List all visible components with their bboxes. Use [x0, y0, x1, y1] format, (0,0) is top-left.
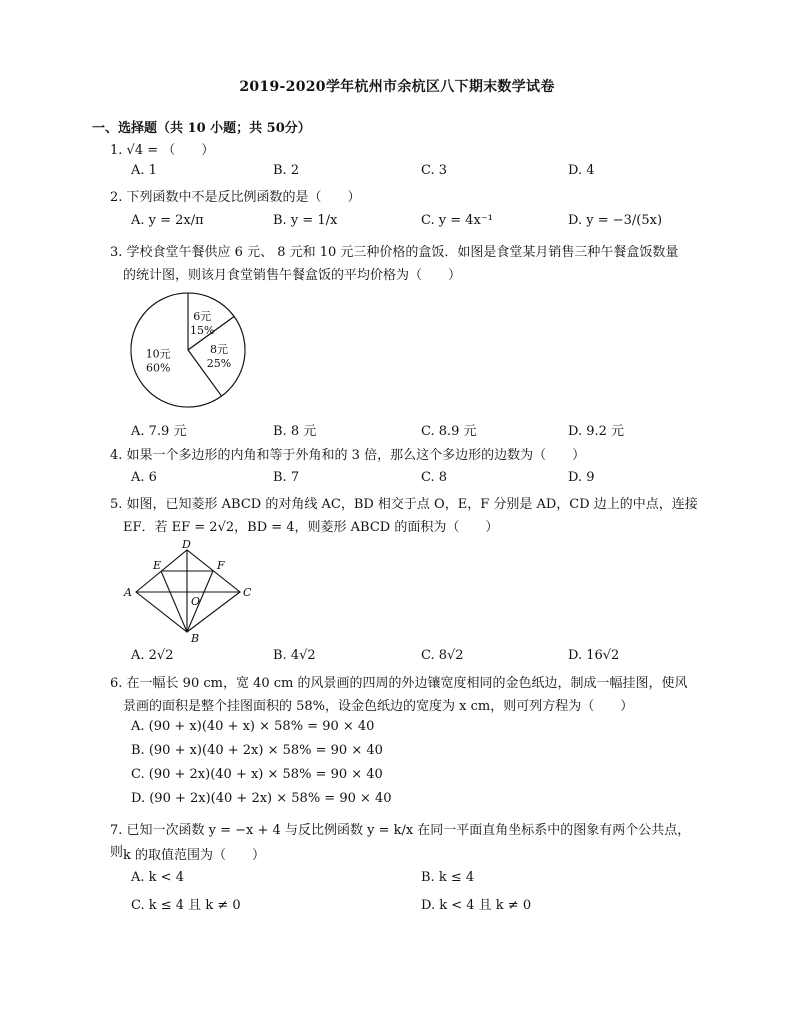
q1-option-a: A. 1: [131, 163, 157, 178]
question-3-line-1: 3. 学校食堂午餐供应 6 元、 8 元和 10 元三种价格的盒饭．如图是食堂某月销售三种午餐盒饭数量: [110, 245, 679, 260]
point-label-f: F: [217, 559, 225, 572]
pie-label-category-1: 6元: [193, 310, 212, 324]
q2-option-b: B. y = 1/x: [273, 213, 338, 228]
question-7-line-2: k 的取值范围为（ ）: [123, 848, 266, 863]
pie-label-percent-1: 15%: [189, 324, 215, 338]
pie-label-category-3: 10元: [145, 347, 171, 361]
q2-option-c: C. y = 4x⁻¹: [421, 213, 493, 228]
question-5-line-1: 5. 如图，已知菱形 ABCD 的对角线 AC，BD 相交于点 O，E，F 分别是 AD，CD 边上的中点，连接: [110, 497, 698, 512]
q7-option-b: B. k ≤ 4: [421, 870, 475, 885]
rhombus-diagram: [118, 538, 263, 642]
question-3-line-2: 的统计图，则该月食堂销售午餐盒饭的平均价格为（ ）: [123, 268, 462, 283]
question-3-options: [131, 420, 651, 440]
q7-option-c: C. k ≤ 4 且 k ≠ 0: [131, 898, 241, 913]
question-1-options: [131, 163, 651, 183]
section-heading: 一、选择题（共 10 小题；共 50分）: [92, 121, 311, 136]
question-6-line-2: 景画的面积是整个挂图面积的 58%，设金色纸边的宽度为 x cm，则可列方程为（ ）: [123, 699, 634, 714]
question-1-stem: 1. √4 = （ ）: [110, 143, 215, 158]
q4-option-d: D. 9: [568, 470, 595, 485]
q4-option-c: C. 8: [421, 470, 448, 485]
q2-option-a: A. y = 2x/π: [131, 213, 204, 228]
q4-option-b: B. 7: [273, 470, 300, 485]
q6-option-a: A. (90 + x)(40 + x) × 58% = 90 × 40: [131, 719, 375, 734]
q7-option-a: A. k < 4: [131, 870, 184, 885]
question-4-stem: 4. 如果一个多边形的内角和等于外角和的 3 倍，那么这个多边形的边数为（ ）: [110, 448, 586, 463]
question-7-line-1: 7. 已知一次函数 y = −x + 4 与反比例函数 y = k/x 在同一平面直角坐标系中的图象有两个公共点，则: [110, 823, 691, 860]
segment-eb: [161, 571, 187, 632]
pie-label-percent-2: 25%: [206, 356, 232, 370]
q5-option-c: C. 8√2: [421, 648, 464, 663]
point-label-o: O: [191, 595, 201, 608]
question-7-options-row-2: [131, 894, 691, 914]
q1-option-c: C. 3: [421, 163, 448, 178]
pie-label-percent-3: 60%: [145, 361, 171, 375]
question-4-options: [131, 470, 651, 490]
page-title: 2019-2020学年杭州市余杭区八下期末数学试卷: [239, 79, 555, 95]
q6-option-d: D. (90 + 2x)(40 + 2x) × 58% = 90 × 40: [131, 791, 392, 806]
question-2-options: [131, 213, 663, 233]
q3-option-a: A. 7.9 元: [131, 424, 187, 439]
point-label-a: A: [124, 586, 132, 599]
point-label-d: D: [182, 538, 191, 551]
pie-label-category-2: 8元: [210, 342, 228, 356]
q3-option-d: D. 9.2 元: [568, 424, 625, 439]
point-label-c: C: [243, 586, 252, 599]
point-label-e: E: [153, 559, 162, 572]
q6-option-b: B. (90 + x)(40 + 2x) × 58% = 90 × 40: [131, 743, 383, 758]
q3-option-b: B. 8 元: [273, 424, 317, 439]
q1-option-d: D. 4: [568, 163, 595, 178]
q3-option-c: C. 8.9 元: [421, 424, 477, 439]
question-5-options: [131, 648, 651, 668]
question-5-line-2: EF．若 EF = 2√2，BD = 4，则菱形 ABCD 的面积为（ ）: [123, 520, 499, 535]
q6-option-c: C. (90 + 2x)(40 + x) × 58% = 90 × 40: [131, 767, 383, 782]
q5-option-b: B. 4√2: [273, 648, 316, 663]
q7-option-d: D. k < 4 且 k ≠ 0: [421, 898, 532, 913]
q2-option-d: D. y = −3/(5x): [568, 213, 663, 228]
q5-option-a: A. 2√2: [131, 648, 174, 663]
q1-option-b: B. 2: [273, 163, 300, 178]
question-6-line-1: 6. 在一幅长 90 cm，宽 40 cm 的风景画的四周的外边镶宽度相同的金色纸边，制成一幅挂图，使风: [110, 676, 688, 691]
question-2-stem: 2. 下列函数中不是反比例函数的是（ ）: [110, 190, 361, 205]
q5-option-d: D. 16√2: [568, 648, 620, 663]
pie-chart: [128, 290, 258, 414]
q4-option-a: A. 6: [131, 470, 157, 485]
point-label-b: B: [191, 632, 200, 642]
question-7-options-row-1: [131, 870, 691, 890]
